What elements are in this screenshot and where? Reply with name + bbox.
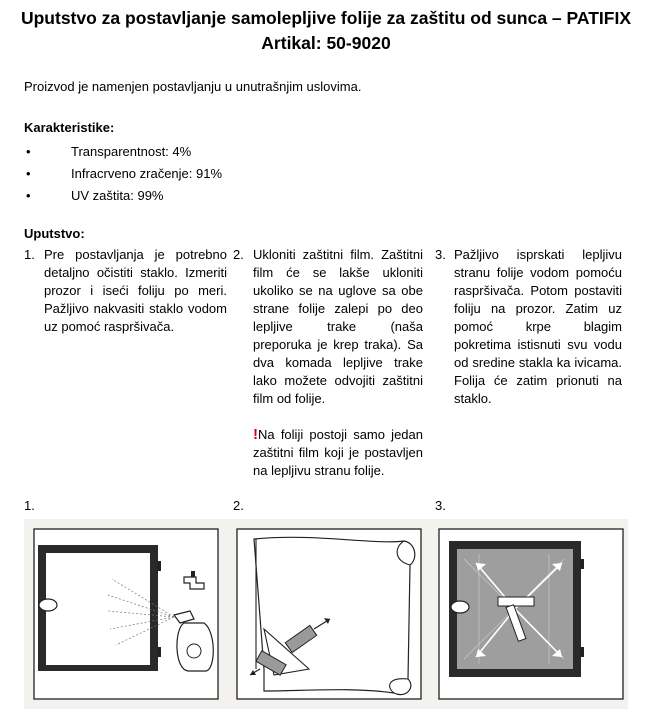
title-line-1: Uputstvo za postavljanje samolepljive folije za zaštitu od sunca – PATIFIX xyxy=(20,8,632,28)
list-item xyxy=(24,185,222,207)
instructions-heading: Uputstvo: xyxy=(24,226,85,241)
step-text: Pažljivo isprskati lepljivu stranu folije vodom pomoću raspršivača. Potom postaviti foliju na prozor. Zatim uz pomoć krpe blagim pokretima istisnuti svu vodu od sredine stakla ka ivicama. Folija će zatim prionuti na staklo. xyxy=(454,247,622,406)
bullet: • xyxy=(26,188,31,203)
title-line-2: Artikal: 50-9020 xyxy=(261,33,391,53)
illustrations-strip xyxy=(24,519,628,709)
list-item xyxy=(24,163,222,185)
step-text: Ukloniti zaštitni film. Zaštitni film će se lakše ukloniti ukoliko se na uglove sa obe strane folije zalepi po deo lepljive trake (naša preporuka je krep traka). Sa dva komada lepljive trake lako možete odvojiti zaštitni film od folije. xyxy=(253,247,423,406)
step-text: Pre postavljanja je potrebno detaljno očistiti staklo. Izmeriti prozor i iseći foliju po meri. Pažljivo nakvasiti staklo vodom uz pomoć raspršivača. xyxy=(44,247,227,334)
step-number: 3. xyxy=(435,247,446,262)
characteristics-heading: Karakteristike: xyxy=(24,120,115,135)
characteristic-transparency: Transparentnost: 4% xyxy=(71,144,192,159)
figure-label-2: 2. xyxy=(233,498,244,513)
characteristic-infrared: Infracrveno zračenje: 91% xyxy=(71,166,223,181)
warning-icon: ! xyxy=(253,426,258,443)
illustration-3 xyxy=(439,529,623,699)
document-title xyxy=(0,6,652,56)
bullet: • xyxy=(26,144,31,159)
bullet: • xyxy=(26,166,31,181)
characteristics-list xyxy=(24,141,222,207)
step-number: 2. xyxy=(233,247,244,262)
list-item xyxy=(24,141,222,163)
step-note xyxy=(253,426,423,480)
step-note-text: Na foliji postoji samo jedan zaštitni film koji je postavljen na lepljivu stranu folije. xyxy=(253,427,423,478)
illustration-2 xyxy=(237,529,421,699)
figure-label-3: 3. xyxy=(435,498,446,513)
illustrations-svg xyxy=(24,519,628,709)
figure-label-1: 1. xyxy=(24,498,35,513)
intro-text: Proizvod je namenjen postavljanju u unutrašnjim uslovima. xyxy=(24,79,362,94)
characteristic-uv: UV zaštita: 99% xyxy=(71,188,164,203)
step-number: 1. xyxy=(24,247,35,262)
illustration-1 xyxy=(34,529,218,699)
